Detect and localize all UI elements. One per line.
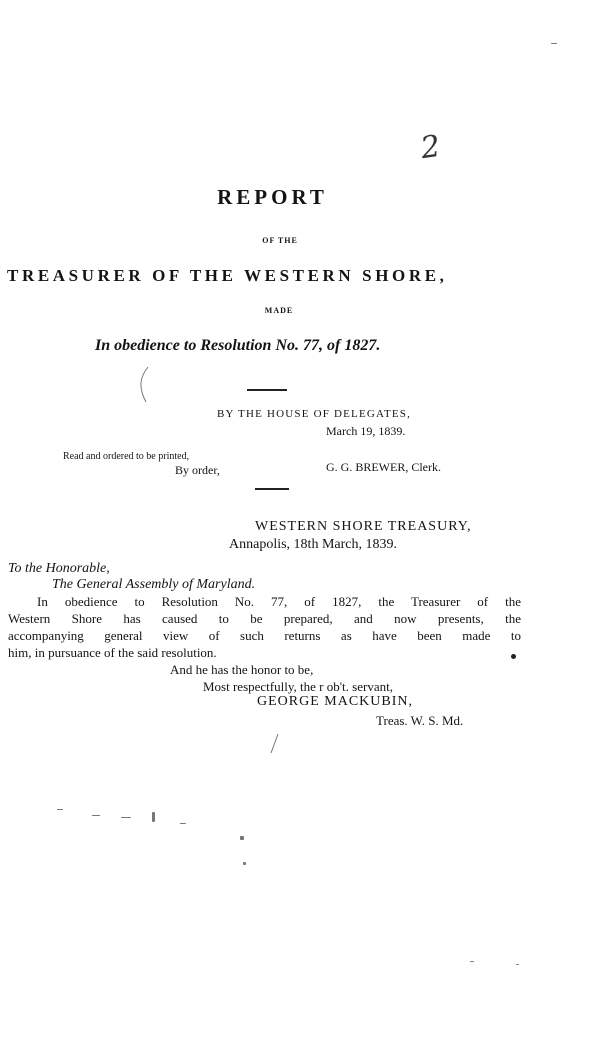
divider-rule-1	[247, 389, 287, 391]
bleed-through-speck	[470, 961, 474, 962]
ink-speck	[551, 43, 557, 44]
salutation: To the Honorable,	[8, 561, 110, 576]
ink-dot	[511, 654, 516, 659]
letter-body-line: accompanying general view of such returns as have been made to	[8, 628, 521, 643]
page-number-mark: 2	[418, 128, 443, 167]
letter-body-line: him, in pursuance of the said resolution.	[8, 645, 217, 660]
closing-respect: Most respectfully, the r ob't. servant,	[203, 679, 393, 694]
pencil-mark	[136, 365, 150, 405]
bleed-through-speck	[152, 812, 155, 822]
treasurer-title: Treas. W. S. Md.	[376, 713, 464, 728]
bleed-through-speck	[121, 817, 131, 818]
bleed-through-speck	[57, 809, 63, 810]
clerk-signature: G. G. BREWER, Clerk.	[326, 460, 441, 474]
salutation-assembly: The General Assembly of Maryland.	[52, 577, 256, 592]
report-heading: REPORT	[217, 185, 328, 209]
treasury-date: Annapolis, 18th March, 1839.	[229, 537, 397, 552]
treasurer-heading: TREASURER OF THE WESTERN SHORE,	[7, 266, 448, 285]
of-the-label: OF THE	[262, 236, 298, 245]
letter-body-line: In obedience to Resolution No. 77, of 1827, the Treasurer of the	[37, 594, 521, 609]
made-label: MADE	[264, 306, 294, 315]
divider-rule-2	[255, 488, 289, 490]
bleed-through-speck	[180, 823, 186, 824]
bleed-through-speck	[240, 836, 244, 840]
by-order: By order,	[175, 463, 220, 477]
letter-body-line: Western Shore has caused to be prepared, and now presents, the	[8, 611, 521, 626]
bleed-through-speck	[516, 964, 519, 965]
bleed-through-speck	[243, 862, 246, 865]
obedience-line: In obedience to Resolution No. 77, of 1827.	[95, 337, 381, 354]
treasurer-signature: GEORGE MACKUBIN,	[257, 694, 413, 709]
pencil-stroke	[268, 733, 280, 755]
read-ordered-note: Read and ordered to be printed,	[63, 451, 190, 462]
house-of-delegates: BY THE HOUSE OF DELEGATES,	[217, 408, 412, 420]
bleed-through-speck	[92, 815, 100, 816]
closing-honor: And he has the honor to be,	[170, 662, 314, 677]
treasury-dateline: WESTERN SHORE TREASURY,	[255, 519, 472, 534]
house-date: March 19, 1839.	[326, 424, 406, 438]
